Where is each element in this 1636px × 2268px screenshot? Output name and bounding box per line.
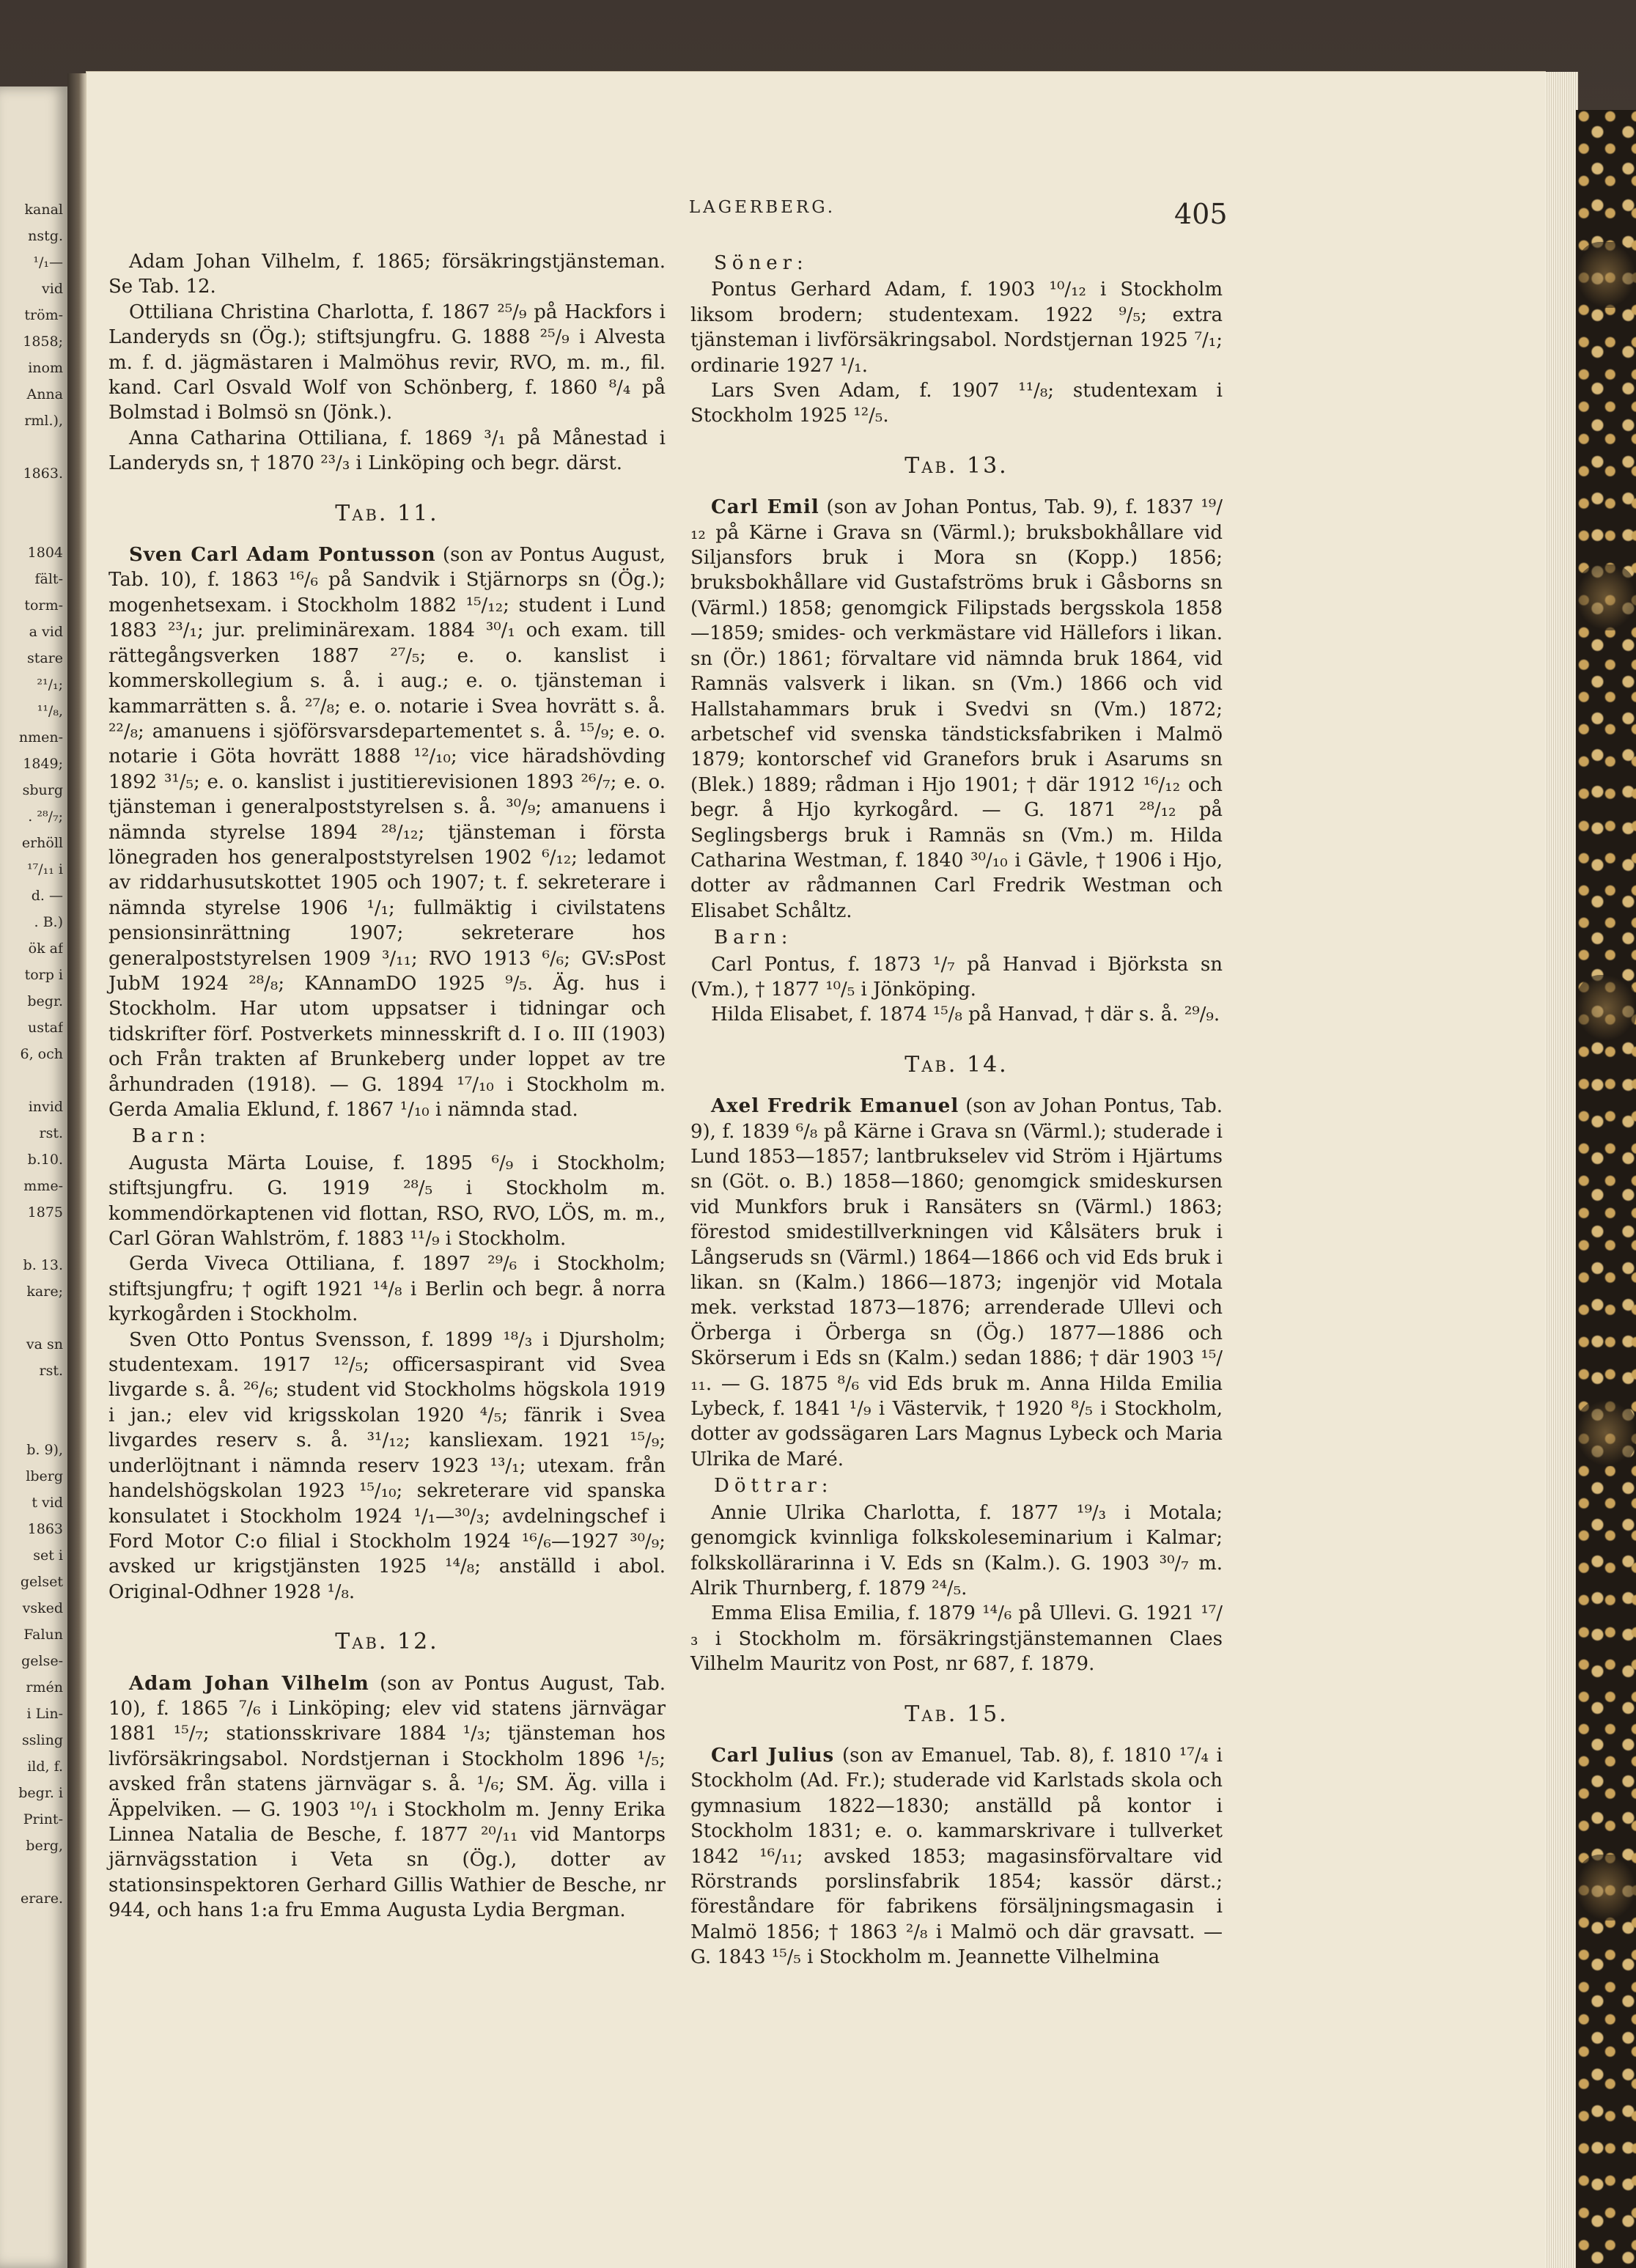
left-margin-fragment: berg, [26, 1838, 63, 1854]
tab-heading: Tab. 14. [904, 1051, 1009, 1078]
child-entry: Annie Ulrika Charlotta, f. 1877 ¹⁹/₃ i Motala; genomgick kvinnliga folkskoleseminarium i Kalmar; folkskollärarinna i V. Eds sn (Kalm.). G. 1903 ³⁰/₇ m. Alrik Thurnberg, f. 1879 ²⁴/₅. [690, 1501, 1223, 1599]
left-margin-fragment: vsked [22, 1600, 63, 1616]
entry-text: (son av Pontus August, Tab. 10), f. 1863 ¹⁶/₆ på Sandvik i Stjärnorps sn (Ög.); mogenhetsexam. i Stockholm 1882 ¹⁵/₁₂; student i Lund 1883 ²³/₁; jur. preliminärexam. 1884 ³⁰/₁ och exam. till rättegångsverken 1887 ²⁷/₅; e. o. kanslist i kommerskollegium s. å. i aug.; e. o. tjänsteman i kammarrätten s. å. ²⁷/₈; e. o. notarie i Svea hovrätt s. å. ²²/₈; amanuens i sjöförsvarsdepartementet s. å. ¹⁵/₉; e. o. notarie i Göta hovrätt 1888 ¹²/₁₀; vice häradshövding 1892 ³¹/₅; e. o. kanslist i justitierevisionen 1893 ²⁶/₇; e. o. tjänsteman i generalpoststyrelsen s. å. ³⁰/₉; amanuens i nämnda styrelse 1894 ²⁸/₁₂; tjänsteman i första lönegraden hos generalpoststyrelsen 1902 ⁶/₁₂; ledamot av riddarhusutskottet 1905 och 1907; t. f. sekreterare i nämnda styrelse 1906 ¹/₁; fullmäktig i civilstatens pensionsinrättning 1907; sekreterare hos generalpoststyrelsen 1909 ³/₁₁; RVO 1913 ⁶/₆; GV:sPost JubM 1924 ²⁸/₈; KAnnamDO 1925 ⁹/₅. Äg. hus i Stockholm. Har utom uppsatser i tidningar och tidskrifter förf. Postverkets minnesskrift d. I o. III (1903) och Från trakten af Brunkeberg under loppet av tre århundraden (1918). — G. 1894 ¹⁷/₁₀ i Stockholm m. Gerda Amalia Eklund, f. 1867 ¹/₁₀ i nämnda stad. [108, 544, 666, 1121]
entry-paragraph [690, 495, 1223, 924]
left-margin-fragment: rst. [39, 1363, 63, 1379]
page-number: 405 [1174, 198, 1228, 230]
left-margin-fragment: ustaf [28, 1020, 63, 1036]
child-entry: Emma Elisa Emilia, f. 1879 ¹⁴/₆ på Ullevi. G. 1921 ¹⁷/₃ i Stockholm m. försäkringstjänstemannen Claes Vilhelm Mauritz von Post, nr 687, f. 1879. [690, 1602, 1223, 1676]
left-margin-fragment: torp i [24, 967, 63, 983]
left-margin-fragment: ild, f. [27, 1759, 63, 1775]
entry-paragraph: Anna Catharina Ottiliana, f. 1869 ³/₁ på Månestad i Landeryds sn, † 1870 ²³/₃ i Linköping och begr. därst. [108, 427, 666, 475]
left-margin-fragment: b.10. [27, 1152, 63, 1168]
left-margin-fragment: tröm- [24, 307, 63, 323]
left-margin-fragment: begr. i [18, 1785, 63, 1801]
marble-swirl [1576, 564, 1636, 630]
child-entry: Lars Sven Adam, f. 1907 ¹¹/₈; studentexam i Stockholm 1925 ¹²/₅. [690, 380, 1223, 427]
page-edges [1545, 72, 1578, 2268]
left-column [108, 249, 666, 1923]
left-margin-fragment: gelset [20, 1574, 63, 1590]
left-margin-fragment: b. 9), [26, 1442, 63, 1458]
child-entry: Carl Pontus, f. 1873 ¹/₇ på Hanvad i Björksta sn (Vm.), † 1877 ¹⁰/₅ i Jönköping. [690, 953, 1223, 1001]
child-entry: Hilda Elisabet, f. 1874 ¹⁵/₈ på Hanvad, † där s. å. ²⁹/₉. [711, 1004, 1220, 1026]
left-margin-fragment: rmén [26, 1679, 63, 1696]
left-margin-fragment: Falun [23, 1627, 63, 1643]
child-entry: Augusta Märta Louise, f. 1895 ⁶/₉ i Stockholm; stiftsjungfru. G. 1919 ²⁸/₅ i Stockholm m. kommendörkaptenen vid flottan, RSO, RVO, LÖS, m. m., Carl Göran Wahlström, f. 1883 ¹¹/₉ i Stockholm. [108, 1152, 666, 1251]
left-margin-fragment: mme- [23, 1178, 63, 1194]
running-head: LAGERBERG. [688, 198, 836, 217]
left-margin-fragment: ¹¹/₈, [37, 703, 63, 719]
left-margin-fragment: torm- [24, 597, 63, 614]
section-label: Söner: [714, 252, 808, 274]
entry-text: (son av Emanuel, Tab. 8), f. 1810 ¹⁷/₄ i Stockholm (Ad. Fr.); studerade vid Karlstads skola och gymnasium 1822—1830; anställd på kontor i Stockholm 1831; e. o. kammarskrivare i tullverket 1842 ¹⁶/₁₁; avsked 1853; magasinsförvaltare vid Rörstrands porslinsfabrik 1854; kassör därst.; föreståndare för fabrikens försäljningsmagasin i Malmö 1856; † 1863 ²/₈ i Malmö och där gravsatt. — G. 1843 ¹⁵/₅ i Stockholm m. Jeannette Vilhelmina [690, 1744, 1223, 1969]
marble-swirl [1576, 975, 1636, 1041]
left-margin-fragment: kare; [26, 1284, 63, 1300]
left-margin-fragment: lberg [26, 1468, 63, 1484]
person-name: Carl Emil [711, 496, 819, 519]
left-margin-fragment: rst. [39, 1125, 63, 1141]
left-margin-fragment: 1875 [27, 1204, 63, 1220]
left-margin-fragment: nstg. [28, 228, 63, 244]
left-margin-fragment: ¹⁷/₁₁ i [27, 861, 63, 877]
person-name: Adam Johan Vilhelm [129, 1672, 369, 1695]
left-margin-fragment: 1849; [23, 756, 63, 772]
person-name: Sven Carl Adam Pontusson [129, 544, 436, 567]
section-label: Barn: [714, 927, 793, 949]
left-margin-fragment: ök af [28, 940, 63, 957]
left-margin-fragment: 1804 [27, 545, 63, 561]
left-margin-fragment: 1863. [23, 465, 63, 482]
left-page-edge [0, 86, 67, 2268]
entry-paragraph [690, 1094, 1223, 1472]
tab-heading: Tab. 15. [904, 1701, 1009, 1727]
left-margin-fragment: invid [28, 1099, 63, 1115]
marble-swirl [1576, 1400, 1636, 1466]
entry-paragraph [108, 542, 666, 1122]
marble-swirl [1576, 242, 1636, 308]
left-margin-fragment: ssling [21, 1732, 63, 1748]
left-margin-fragment: Print- [23, 1811, 63, 1827]
marble-swirl [1576, 1855, 1636, 1921]
entry-text: (son av Johan Pontus, Tab. 9), f. 1837 ¹⁹/₁₂ på Kärne i Grava sn (Värml.); bruksbokhållare vid Siljansfors bruk i Mora sn (Kopp.) 1856; bruksbokhållare vid Gustafströms bruk i Gåsborns sn (Värml.) 1858; genomgick Filipstads bergsskola 1858—1859; smides- och verkmästare vid Hällefors i likan. sn (Ör.) 1861; förvaltare vid nämnda bruk 1864, vid Ramnäs valsverk i likan. sn (Vm.) 1866 och vid Hallstahammars bruk i Svedvi sn (Vm.) 1872; arbetschef vid svenska tändsticksfabriken i Malmö 1879; kontorschef vid Granefors bruk i Asarums sn (Blek.) 1889; rådman i Hjo 1901; † där 1912 ¹⁶/₁₂ och begr. å Hjo kyrkogård. — G. 1871 ²⁸/₁₂ på Seglingsbergs bruk i Ramnäs sn (Vm.) m. Hilda Catharina Westman, f. 1840 ³⁰/₁₀ i Gävle, † 1906 i Hjo, dotter av rådmannen Carl Fredrik Westman och Elisabet Schåltz. [690, 496, 1223, 922]
left-margin-fragment: stare [26, 650, 63, 666]
left-margin-fragment: begr. [27, 993, 63, 1009]
entry-paragraph [690, 1743, 1223, 1970]
left-margin-fragment: d. — [31, 888, 63, 904]
tab-heading: Tab. 12. [335, 1629, 439, 1655]
tab-heading: Tab. 11. [335, 500, 439, 526]
section-label: Barn: [132, 1125, 211, 1148]
child-entry: Gerda Viveca Ottiliana, f. 1897 ²⁹/₆ i Stockholm; stiftsjungfru; † ogift 1921 ¹⁴/₈ i Berlin och begr. å norra kyrkogården i Stockholm. [108, 1253, 666, 1326]
left-margin-fragment: kanal [24, 202, 63, 218]
entry-paragraph: Ottiliana Christina Charlotta, f. 1867 ²⁵/₉ på Hackfors i Landeryds sn (Ög.); stiftsjungfru. G. 1888 ²⁵/₉ i Alvesta m. f. d. jägmästaren i Malmöhus revir, RVO, m. m., fil. kand. Carl Osvald Wolf von Schönberg, f. 1860 ⁸/₄ på Bolmstad i Bolmsö sn (Jönk.). [108, 301, 666, 424]
left-margin-fragment: . B.) [34, 914, 63, 930]
child-entry: Pontus Gerhard Adam, f. 1903 ¹⁰/₁₂ i Stockholm liksom brodern; studentexam. 1922 ⁹/₅; extra tjänsteman i livförsäkringsabol. Nordstjernan 1925 ⁷/₁; ordinarie 1927 ¹/₁. [690, 279, 1223, 377]
left-margin-fragment: a vid [29, 624, 63, 640]
entry-text: (son av Johan Pontus, Tab. 9), f. 1839 ⁶/₈ på Kärne i Grava sn (Värml.); studerade i Lund 1853—1857; lantbrukselev vid Ström i Hjärtums sn (Göt. o. B.) 1858—1860; genomgick smideskursen vid Munkfors bruk i Ransäters sn (Värml.) 1863; förestod smidestillverkningen vid Kålsäters bruk i Långseruds sn (Värml.) 1864—1866 och vid Eds bruk i likan. sn (Kalm.) 1866—1873; ingenjör vid Motala mek. verkstad 1873—1876; arrenderade Ullevi och Örberga i Örberga sn (Ög.) 1877—1886 och Skörserum i Eds sn (Kalm.) sedan 1886; † där 1903 ¹⁵/₁₁. — G. 1875 ⁸/₆ vid Eds bruk m. Anna Hilda Emilia Lybeck, f. 1841 ¹/₉ i Västervik, † 1920 ⁸/₅ i Stockholm, dotter av godssägaren Lars Magnus Lybeck och Maria Ulrika de Maré. [690, 1095, 1223, 1470]
entry-paragraph [108, 1671, 666, 1923]
left-margin-fragment: Anna [26, 386, 63, 402]
left-margin-fragment: . ²⁸/₇; [28, 809, 63, 825]
left-margin-fragment: i Lin- [26, 1706, 63, 1722]
left-margin-fragment: erare. [20, 1890, 63, 1907]
section-label: Döttrar: [714, 1475, 833, 1498]
person-name: Axel Fredrik Emanuel [711, 1095, 959, 1118]
child-entry: Sven Otto Pontus Svensson, f. 1899 ¹⁸/₃ i Djursholm; studentexam. 1917 ¹²/₅; officersaspirant vid Svea livgarde s. å. ²⁶/₆; student vid Stockholms högskola 1919 i jan.; elev vid krigsskolan 1920 ⁴/₅; fänrik i Svea livgardes reserv s. å. ³¹/₁₂; kansliexam. 1921 ¹⁵/₉; underlöjtnant i nämnda reserv 1923 ¹³/₁; utexam. från handelshögskolan 1923 ¹⁵/₁₀; sekreterare vid spanska konsulatet i Stockholm 1924 ¹/₁—³⁰/₃; avdelningschef i Ford Motor C:o filial i Stockholm 1924 ¹⁶/₆—1927 ³⁰/₉; avsked ur krigstjänsten 1925 ¹⁴/₈; anställd i abol. Original-Odhner 1928 ¹/₈. [108, 1328, 666, 1603]
left-margin-fragment: inom [28, 360, 63, 376]
left-margin-fragment: sburg [22, 782, 63, 798]
right-column [690, 249, 1223, 1970]
left-margin-fragment: gelse- [21, 1653, 63, 1669]
book-gutter [67, 73, 86, 2268]
left-margin-fragment: va sn [26, 1336, 63, 1352]
left-margin-fragment: ¹/₁— [33, 254, 63, 270]
left-margin-fragment: erhöll [21, 835, 63, 851]
entry-text: (son av Pontus August, Tab. 10), f. 1865 ⁷/₆ i Linköping; elev vid statens järnvägar 1881 ¹⁵/₇; stationsskrivare 1884 ¹/₃; tjänsteman hos livförsäkringsabol. Nordstjernan i Stockholm 1896 ¹/₅; avsked från statens järnvägar s. å. ¹/₆; SM. Äg. villa i Äppelviken. — G. 1903 ¹⁰/₁ i Stockholm m. Jenny Erika Linnea Natalia de Besche, f. 1877 ²⁰/₁₁ vid Mantorps järnvägsstation i Veta sn (Ög.), dotter av stationsinspektoren Gerhard Gillis Wathier de Besche, nr 944, och hans 1:a fru Emma Augusta Lydia Bergman. [108, 1672, 666, 1922]
left-margin-fragment: ²¹/₁; [37, 677, 63, 693]
left-margin-fragment: nmen- [18, 729, 63, 745]
left-margin-fragment: vid [42, 281, 63, 297]
left-margin-fragment: rml.), [24, 413, 63, 429]
left-margin-fragment: b. 13. [23, 1257, 63, 1273]
left-margin-fragment: 1863 [27, 1521, 63, 1537]
entry-paragraph: Adam Johan Vilhelm, f. 1865; försäkringstjänsteman. Se Tab. 12. [108, 251, 666, 298]
left-margin-fragment: t vid [32, 1495, 63, 1511]
person-name: Carl Julius [711, 1744, 835, 1767]
marbled-cover-board [1576, 110, 1636, 2268]
tab-heading: Tab. 13. [904, 452, 1009, 479]
left-margin-fragment: fält- [34, 571, 63, 587]
left-margin-fragment: set i [33, 1547, 63, 1564]
left-margin-fragment: 1858; [23, 334, 63, 350]
left-margin-fragment: 6, och [20, 1046, 63, 1062]
